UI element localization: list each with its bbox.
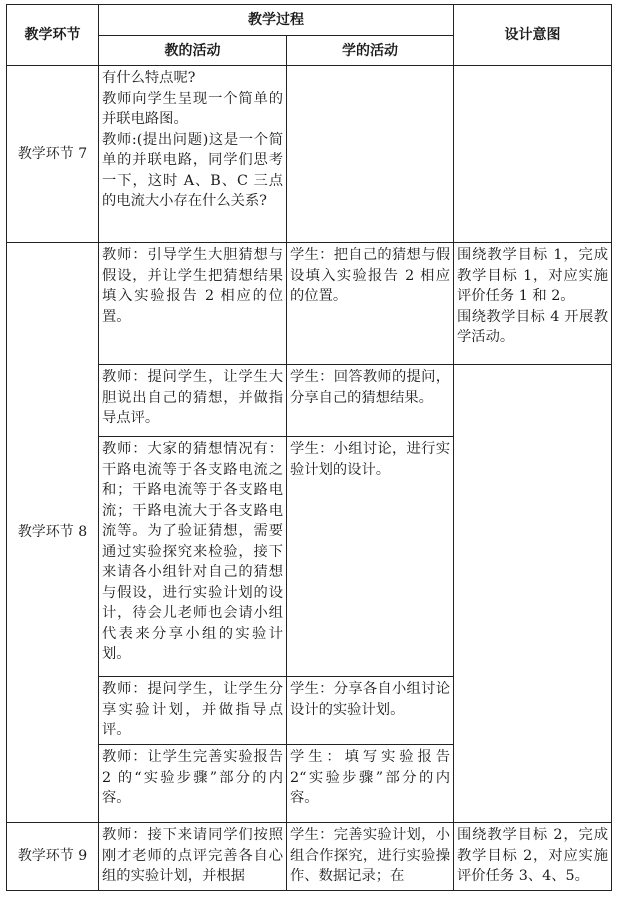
student-activity: 学生：填写实验报告 2“实验步骤”部分的内容。 — [287, 745, 454, 823]
table-row — [7, 243, 612, 365]
stage-cell: 教学环节 9 — [7, 823, 99, 891]
design-intent: 围绕教学目标 2，完成教学目标 2，对应实施评价任务 3、4、5。 — [454, 823, 612, 891]
header-teacher: 教的活动 — [99, 36, 287, 66]
table-row — [7, 66, 612, 243]
design-intent — [454, 243, 612, 365]
student-activity: 学生：把自己的猜想与假设填入实验报告 2 相应的位置。 — [287, 243, 454, 365]
teacher-paragraph: 教师:(提出问题)这是一个简单的并联电路，同学们思考一下，这时 A、B、C 三点的电流大小存在什么关系? — [102, 131, 283, 209]
header-intent: 设计意图 — [454, 5, 612, 66]
table-row — [7, 823, 612, 891]
teacher-activity: 教师：大家的猜想情况有：干路电流等于各支路电流之和；干路电流等于各支路电流；干路电流大于各支路电流等。为了验证猜想，需要通过实验探究来检验，接下来请各小组针对自己的猜想与假设，进行实验计划的设计，待会儿老师也会请小组代表来分享小组的实验计划。 — [99, 437, 287, 677]
header-stage: 教学环节 — [7, 5, 99, 66]
student-activity — [287, 66, 454, 243]
teacher-activity: 教师：接下来请同学们按照刚才老师的点评完善各自心组的实验计划，并根据 — [99, 823, 287, 891]
teacher-activity: 教师：提问学生，让学生大胆说出自己的猜想，并做指导点评。 — [99, 365, 287, 437]
lesson-plan-table — [6, 4, 612, 891]
intent-paragraph: 围绕教学目标 4 开展教学活动。 — [457, 308, 608, 345]
student-activity: 学生：完善实验计划，小组合作探究，进行实验操作、数据记录；在 — [287, 823, 454, 891]
stage-cell: 教学环节 8 — [7, 243, 99, 823]
student-activity: 学生：分享各自小组讨论设计的实验计划。 — [287, 677, 454, 745]
header-student: 学的活动 — [287, 36, 454, 66]
teacher-paragraph: 教师向学生呈现一个简单的并联电路图。 — [102, 90, 283, 127]
teacher-activity: 教师：提问学生，让学生分享实验计划，并做指导点评。 — [99, 677, 287, 745]
teacher-activity: 教师：让学生完善实验报告 2 的“实验步骤”部分的内容。 — [99, 745, 287, 823]
header-process: 教学过程 — [99, 5, 454, 36]
teacher-activity: 教师：引导学生大胆猜想与假设，并让学生把猜想结果填入实验报告 2 相应的位置。 — [99, 243, 287, 365]
stage-cell: 教学环节 7 — [7, 66, 99, 243]
student-activity: 学生：小组讨论，进行实验计划的设计。 — [287, 437, 454, 677]
student-activity: 学生：回答教师的提问，分享自己的猜想结果。 — [287, 365, 454, 437]
design-intent — [454, 365, 612, 823]
teacher-activity — [99, 66, 287, 243]
teacher-paragraph: 有什么特点呢? — [102, 70, 196, 86]
design-intent — [454, 66, 612, 243]
intent-paragraph: 围绕教学目标 1，完成教学目标 1，对应实施评价任务 1 和 2。 — [457, 247, 608, 304]
